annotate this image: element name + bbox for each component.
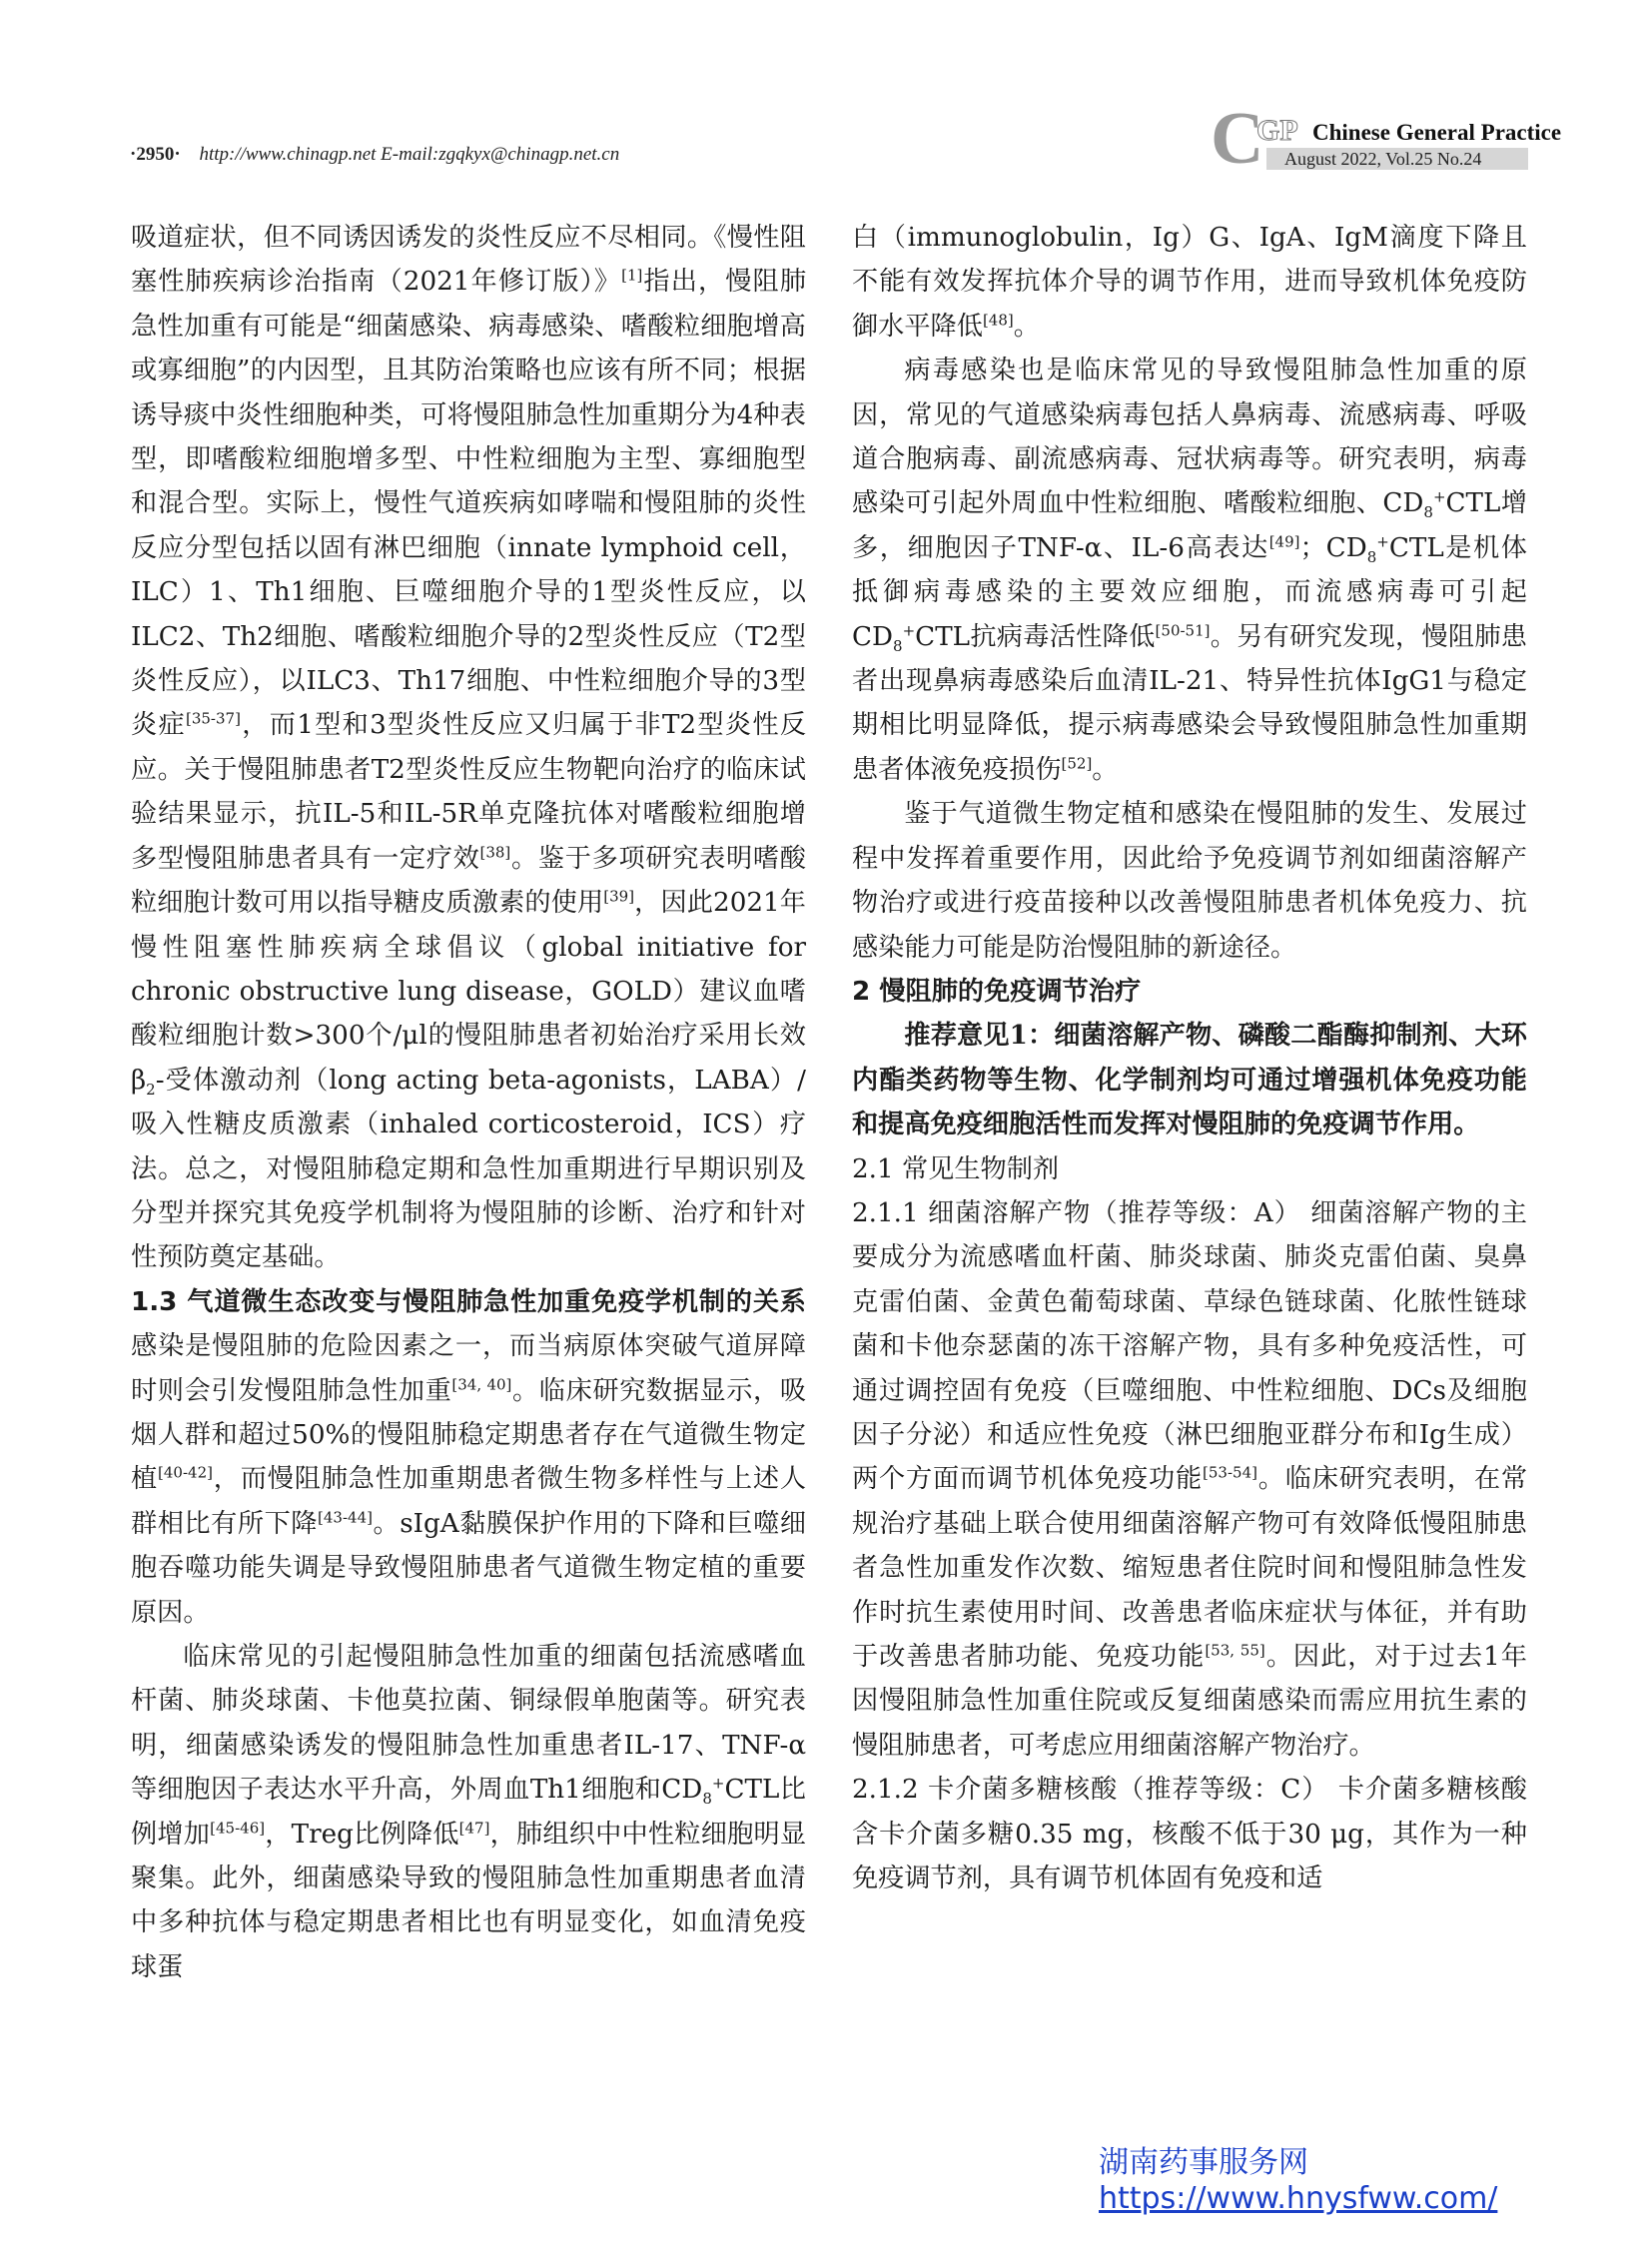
citation: [39] [603, 887, 635, 906]
issue-info: August 2022, Vol.25 No.24 [1284, 149, 1482, 169]
citation: [48] [982, 311, 1014, 330]
watermark-url-link[interactable]: https://www.hnysfww.com/ [1099, 2181, 1498, 2216]
section-1-3: 1.3 气道微生态改变与慢阻肺急性加重免疫学机制的关系 感染是慢阻肺的危险因素之一，而当病原体突破气道屏障时则会引发慢阻肺急性加重[34, 40]。临床研究数据显示，吸烟人群和超过50%的慢阻肺稳定期患者存在气道微生物定植[40-42]，而慢阻肺急性加重期患者微生物多样性与上述人群相比有所下降[43-44]。sIgA黏膜保护作用的下降和巨噬细胞吞噬功能失调是导致慢阻肺患者气道微生物定植的重要原因。 [131, 1286, 807, 1628]
running-header [130, 144, 619, 166]
journal-url-email: http://www.chinagp.net E-mail:zgqkyx@chinagp.net.cn [199, 144, 620, 165]
watermark-site-name: 湖南药事服务网 [1099, 2145, 1308, 2180]
section-2-1-2: 2.1.2 卡介菌多糖核酸（推荐等级：C） 卡介菌多糖核酸含卡介菌多糖0.35 mg，核酸不低于30 μg，其作为一种免疫调节剂，具有调节机体固有免疫和适 [852, 1775, 1527, 1894]
citation: [35-37] [185, 709, 241, 728]
paragraph: 白（immunoglobulin，Ig）G、IgA、IgM滴度下降且不能有效发挥抗体介导的调节作用，进而导致机体免疫防御水平降低[48]。 [852, 223, 1527, 342]
citation: [50-51] [1155, 620, 1211, 639]
section-heading: 2.1.2 卡介菌多糖核酸（推荐等级：C） [852, 1775, 1329, 1806]
citation: [47] [458, 1818, 490, 1837]
paragraph: 临床常见的引起慢阻肺急性加重的细菌包括流感嗜血杆菌、肺炎球菌、卡他莫拉菌、铜绿假单胞菌等。研究表明，细菌感染诱发的慢阻肺急性加重患者IL-17、TNF-α等细胞因子表达水平升高，外周血Th1细胞和$CD_8^+CTL$比例增加[45-46]，Treg比例降低[47]，肺组织中中性粒细胞明显聚集。此外，细菌感染导致的慢阻肺急性加重期患者血清中多种抗体与稳定期患者相比也有明显变化，如血清免疫球蛋 [131, 1642, 807, 1982]
watermark [1099, 2145, 1497, 2217]
citation: [1] [621, 266, 643, 285]
citation: [38] [479, 842, 511, 861]
citation: [45-46] [210, 1818, 266, 1837]
citation: [49] [1268, 532, 1300, 551]
paragraph: 吸道症状，但不同诱因诱发的炎性反应不尽相同。《慢性阻塞性肺疾病诊治指南（2021年修订版）》[1]指出，慢阻肺急性加重有可能是“细菌感染、病毒感染、嗜酸粒细胞增高或寡细胞”的内因型，且其防治策略也应该有所不同；根据诱导痰中炎性细胞种类，可将慢阻肺急性加重期分为4种表型，即嗜酸粒细胞增多型、中性粒细胞为主型、寡细胞型和混合型。实际上，慢性气道疾病如哮喘和慢阻肺的炎性反应分型包括以固有淋巴细胞（innate lymphoid cell，ILC）1、Th1细胞、巨噬细胞介导的1型炎性反应，以ILC2、Th2细胞、嗜酸粒细胞介导的2型炎性反应（T2型炎性反应），以ILC3、Th17细胞、中性粒细胞介导的3型炎症[35-37]，而1型和3型炎性反应又归属于非T2型炎性反应。关于慢阻肺患者T2型炎性反应生物靶向治疗的临床试验结果显示，抗IL-5和IL-5R单克隆抗体对嗜酸粒细胞增多型慢阻肺患者具有一定疗效[38]。鉴于多项研究表明嗜酸粒细胞计数可用以指导糖皮质激素的使用[39]，因此2021年慢性阻塞性肺疾病全球倡议（global initiative for chronic obstructive lung disease，GOLD）建议血嗜酸粒细胞计数>300个/μl的慢阻肺患者初始治疗采用长效$\beta_2-$受体激动剂（long acting beta-agonists，LABA）/吸入性糖皮质激素（inhaled corticosteroid，ICS）疗法。总之，对慢阻肺稳定期和急性加重期进行早期识别及分型并探究其免疫学机制将为慢阻肺的诊断、治疗和针对性预防奠定基础。 [131, 223, 807, 1273]
journal-name: Chinese General Practice [1312, 120, 1562, 145]
citation: [43-44] [318, 1508, 373, 1527]
section-heading: 2.1 常见生物制剂 [852, 1153, 1060, 1184]
logo-c-mark: C [1211, 98, 1264, 180]
section-2-1-1: 2.1.1 细菌溶解产物（推荐等级：A） 细菌溶解产物的主要成分为流感嗜血杆菌、肺炎球菌、肺炎克雷伯菌、臭鼻克雷伯菌、金黄色葡萄球菌、草绿色链球菌、化脓性链球菌和卡他奈瑟菌的冻干溶解产物，具有多种免疫活性，可通过调控固有免疫（巨噬细胞、中性粒细胞、DCs及细胞因子分泌）和适应性免疫（淋巴细胞亚群分布和Ig生成）两个方面而调节机体免疫功能[53-54]。临床研究表明，在常规治疗基础上联合使用细菌溶解产物可有效降低慢阻肺患者急性加重发作次数、缩短患者住院时间和慢阻肺急性发作时抗生素使用时间、改善患者临床症状与体征，并有助于改善患者肺功能、免疫功能[53, 55]。因此，对于过去1年因慢阻肺急性加重住院或反复细菌感染而需应用抗生素的慢阻肺患者，可考虑应用细菌溶解产物治疗。 [852, 1197, 1528, 1761]
paragraph: 鉴于气道微生物定植和感染在慢阻肺的发生、发展过程中发挥着重要作用，因此给予免疫调节剂如细菌溶解产物治疗或进行疫苗接种以改善慢阻肺患者机体免疫力、抗感染能力可能是防治慢阻肺的新途径。 [852, 799, 1527, 963]
section-heading: 1.3 气道微生态改变与慢阻肺急性加重免疫学机制的关系 [131, 1286, 806, 1317]
right-column [852, 216, 1527, 1900]
page-number: ·2950· [130, 144, 181, 165]
citation: [40-42] [158, 1463, 213, 1482]
paragraph: 病毒感染也是临床常见的导致慢阻肺急性加重的原因，常见的气道感染病毒包括人鼻病毒、流感病毒、呼吸道合胞病毒、副流感病毒、冠状病毒等。研究表明，病毒感染可引起外周血中性粒细胞、嗜酸粒细胞、$CD_8^+CTL$增多，细胞因子TNF-α、IL-6高表达[49]；$CD_8^+CTL$是机体抵御病毒感染的主要效应细胞，而流感病毒可引起$CD_8^+CTL$抗病毒活性降低[50-51]。另有研究发现，慢阻肺患者出现鼻病毒感染后血清IL-21、特异性抗体IgG1与稳定期相比明显降低，提示病毒感染会导致慢阻肺急性加重期患者体液免疫损伤[52]。 [852, 356, 1527, 785]
citation: [52] [1061, 754, 1093, 773]
section-heading: 2.1.1 细菌溶解产物（推荐等级：A） [852, 1197, 1301, 1228]
citation: [53-54] [1203, 1463, 1257, 1482]
citation: [34, 40] [451, 1374, 512, 1393]
left-column [131, 216, 806, 1989]
citation: [53, 55] [1205, 1641, 1265, 1660]
section-heading: 2 慢阻肺的免疫调节治疗 [852, 976, 1142, 1007]
journal-logo [1211, 98, 1562, 180]
recommendation: 推荐意见1：细菌溶解产物、磷酸二酯酶抑制剂、大环内酯类药物等生物、化学制剂均可通过增强机体免疫功能和提高免疫细胞活性而发挥对慢阻肺的免疫调节作用。 [852, 1020, 1527, 1140]
logo-gp-mark: GP [1256, 114, 1298, 147]
